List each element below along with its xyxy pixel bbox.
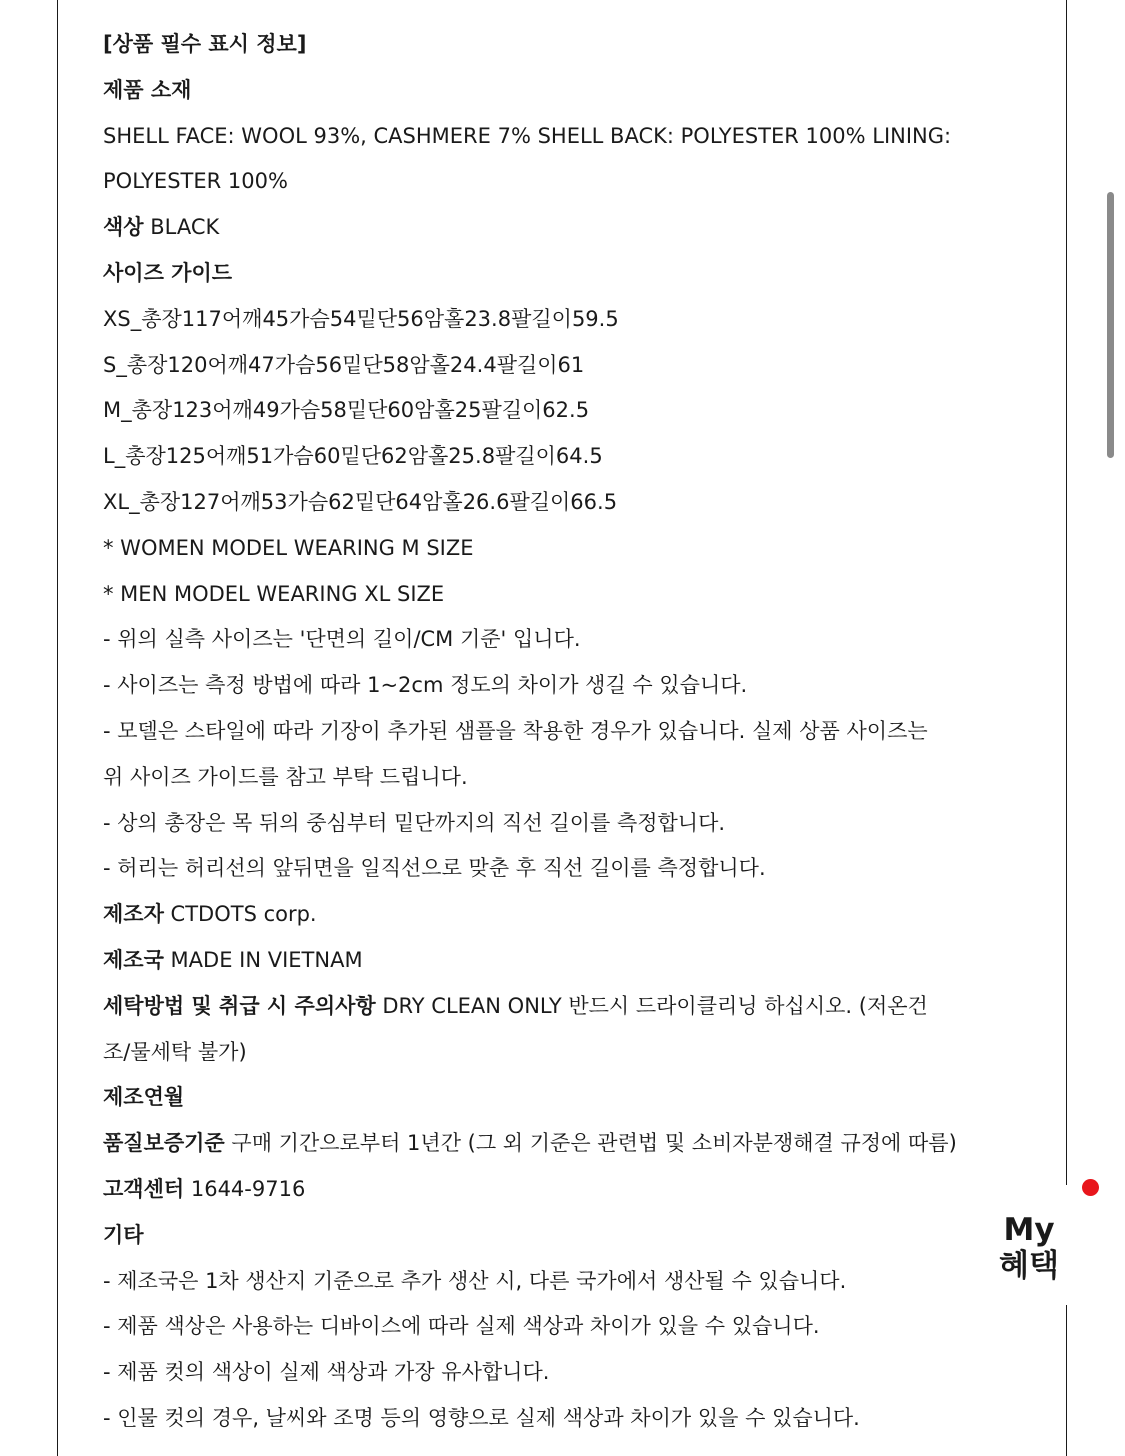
customer-center-phone: 1644-9716 (190, 1176, 306, 1201)
etc-note: - 제품 색상은 사용하는 디바이스에 따라 실제 색상과 차이가 있을 수 있습니다. (103, 1314, 820, 1339)
manufacturer-value: CTDOTS corp. (170, 902, 317, 927)
size-row: XL_총장127어깨53가슴62밑단64암홀26.6팔길이66.5 (103, 489, 618, 514)
notification-dot (1082, 1179, 1099, 1196)
material-value-line: SHELL FACE: WOOL 93%, CASHMERE 7% SHELL BACK: POLYESTER 100% LINING: (103, 123, 952, 148)
etc-note: - 제품 컷의 색상이 실제 색상과 가장 유사합니다. (103, 1360, 550, 1385)
warranty-value: 구매 기간으로부터 1년간 (그 외 기준은 관련법 및 소비자분쟁해결 규정에 따름) (231, 1131, 957, 1156)
color-value: BLACK (150, 215, 220, 240)
my-benefit-button[interactable] (992, 1212, 1066, 1284)
model-note: * WOMEN MODEL WEARING M SIZE (103, 535, 474, 560)
origin-value: MADE IN VIETNAM (170, 947, 363, 972)
size-note: 위 사이즈 가이드를 참고 부탁 드립니다. (103, 764, 468, 789)
etc-note: - 인물 컷의 경우, 날씨와 조명 등의 영향으로 실제 색상과 차이가 있을 수 있습니다. (103, 1405, 860, 1430)
care-label: 세탁방법 및 취급 시 주의사항 (103, 993, 376, 1018)
product-info-section (103, 22, 1043, 1442)
etc-note: - 제조국은 1차 생산지 기준으로 추가 생산 시, 다른 국가에서 생산될 수 있습니다. (103, 1268, 847, 1293)
warranty-label: 품질보증기준 (103, 1131, 225, 1156)
content-frame-right-border-lower (1066, 1305, 1067, 1456)
origin-row (103, 938, 1043, 984)
care-row (103, 984, 1043, 1030)
content-frame-left-border (57, 0, 58, 1456)
my-benefit-label-benefit: 혜택 (999, 1248, 1059, 1284)
section-title: [상품 필수 표시 정보] (103, 32, 307, 56)
size-note: - 위의 실측 사이즈는 '단면의 길이/CM 기준' 입니다. (103, 627, 581, 652)
size-note: - 허리는 허리선의 앞뒤면을 일직선으로 맞춘 후 직선 길이를 측정합니다. (103, 856, 766, 881)
material-value-line: POLYESTER 100% (103, 169, 288, 194)
manufacturer-label: 제조자 (103, 902, 164, 927)
size-guide-label: 사이즈 가이드 (103, 260, 233, 285)
size-row: XS_총장117어깨45가슴54밑단56암홀23.8팔길이59.5 (103, 306, 619, 331)
size-note: - 사이즈는 측정 방법에 따라 1~2cm 정도의 차이가 생길 수 있습니다. (103, 673, 748, 698)
content-frame-right-border (1066, 0, 1067, 1185)
customer-center-row (103, 1167, 1043, 1213)
material-label: 제품 소재 (103, 77, 192, 102)
model-note: * MEN MODEL WEARING XL SIZE (103, 581, 445, 606)
customer-center-label: 고객센터 (103, 1176, 185, 1201)
color-row (103, 205, 1043, 251)
care-value: DRY CLEAN ONLY 반드시 드라이클리닝 하십시오. (저온건 (382, 993, 928, 1018)
size-row: S_총장120어깨47가슴56밑단58암홀24.4팔길이61 (103, 352, 585, 377)
size-row: M_총장123어깨49가슴58밑단60암홀25팔길이62.5 (103, 398, 590, 423)
size-note: - 상의 총장은 목 뒤의 중심부터 밑단까지의 직선 길이를 측정합니다. (103, 810, 726, 835)
care-value-continued: 조/물세탁 불가) (103, 1039, 247, 1064)
warranty-row (103, 1121, 1043, 1167)
manufacture-date-label: 제조연월 (103, 1085, 185, 1110)
my-benefit-label-my: My (1003, 1212, 1055, 1248)
vertical-scrollbar[interactable] (1107, 192, 1114, 458)
etc-label: 기타 (103, 1222, 144, 1247)
manufacturer-row (103, 892, 1043, 938)
size-note: - 모델은 스타일에 따라 기장이 추가된 샘플을 착용한 경우가 있습니다. 실제 상품 사이즈는 (103, 718, 928, 743)
size-row: L_총장125어깨51가슴60밑단62암홀25.8팔길이64.5 (103, 444, 603, 469)
origin-label: 제조국 (103, 947, 164, 972)
color-label: 색상 (103, 215, 144, 240)
